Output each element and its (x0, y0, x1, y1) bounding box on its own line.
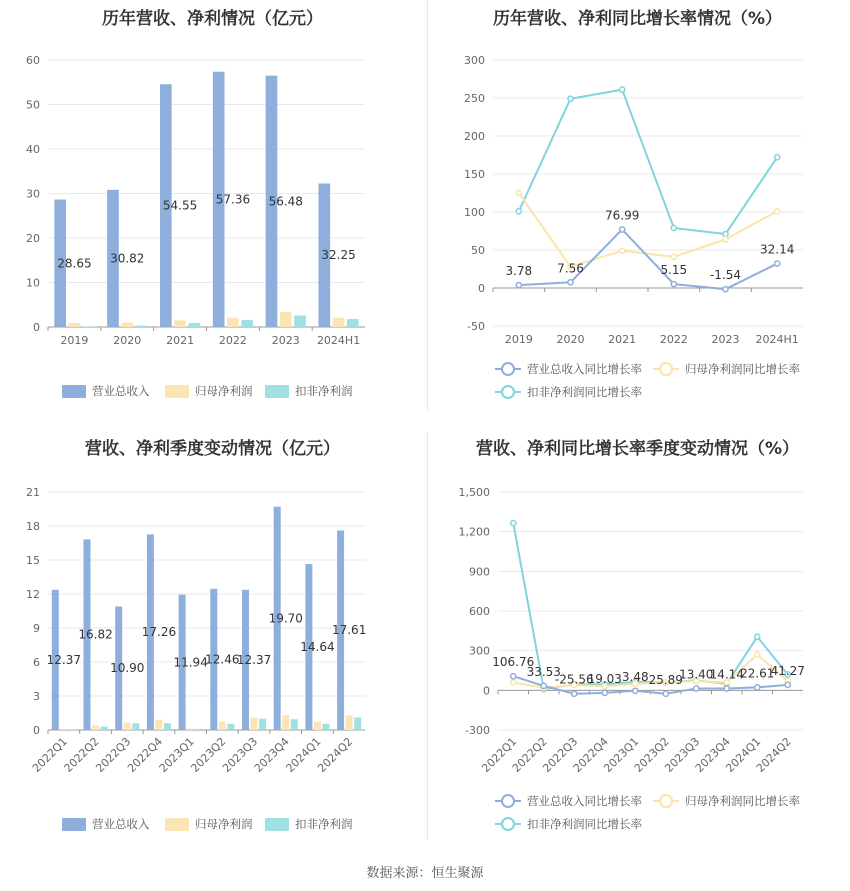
bar-deducted-profit (241, 320, 253, 327)
y-tick-label: 100 (464, 206, 485, 219)
data-point (755, 652, 760, 657)
data-point (785, 682, 790, 687)
data-point (620, 227, 625, 232)
legend-swatch (165, 385, 189, 398)
quarterly-bar-chart-svg (0, 430, 425, 860)
bar-net-profit (187, 728, 194, 730)
legend-marker (660, 363, 672, 375)
legend-label: 归母净利润同比增长率 (685, 794, 800, 808)
bar-net-profit (280, 312, 292, 327)
legend-label: 营业总收入 (92, 817, 150, 831)
x-tick-label: 2022Q3 (93, 734, 134, 775)
data-point (620, 248, 625, 253)
y-tick-label: 0 (478, 282, 485, 295)
data-point (633, 688, 638, 693)
y-tick-label: 0 (483, 684, 490, 698)
annual-bar-chart-svg (0, 0, 425, 430)
data-label: 19.70 (268, 611, 303, 626)
x-tick-label: 2023Q2 (631, 734, 672, 775)
data-label: 3.48 (621, 669, 649, 684)
x-tick-label: 2023Q1 (601, 734, 642, 775)
x-tick-label: 2019 (504, 333, 533, 346)
x-tick-label: 2022 (218, 334, 247, 347)
data-point (516, 209, 521, 214)
legend-label: 归母净利润 (195, 817, 253, 831)
data-label: 33.53 (526, 664, 561, 679)
bar-deducted-profit (354, 718, 361, 730)
data-label: 12.46 (205, 652, 240, 667)
x-tick-label: 2024Q1 (283, 734, 324, 775)
y-tick-label: 3 (33, 690, 40, 703)
data-label: 17.26 (141, 625, 177, 640)
y-tick-label: 50 (26, 98, 40, 112)
data-point (541, 683, 546, 688)
data-label: 5.15 (660, 263, 688, 278)
data-point (663, 691, 668, 696)
data-label: 41.27 (770, 663, 805, 678)
y-tick-label: 40 (26, 143, 40, 156)
legend-label: 营业总收入 (92, 384, 150, 398)
y-tick-label: 20 (26, 232, 40, 245)
chart-title: 营收、净利季度变动情况（亿元） (85, 439, 340, 459)
data-label: 32.25 (321, 248, 356, 263)
bar-net-profit (92, 725, 99, 730)
y-tick-label: 6 (33, 656, 40, 669)
data-label: 14.14 (709, 667, 744, 682)
x-tick-label: 2019 (60, 334, 89, 347)
legend-swatch (265, 385, 289, 398)
bar-net-profit (69, 323, 81, 327)
data-label: 28.65 (57, 256, 92, 271)
legend-label: 营业总收入同比增长率 (527, 794, 642, 808)
x-tick-label: 2022 (659, 333, 688, 346)
legend-marker (660, 795, 672, 807)
data-label: 57.36 (215, 192, 251, 207)
data-point (724, 686, 729, 691)
panel-divider (427, 432, 428, 840)
x-tick-label: 2023 (271, 334, 300, 347)
chart-title: 营收、净利同比增长率季度变动情况（%） (475, 439, 800, 459)
data-label: 7.56 (557, 261, 584, 276)
data-label: 54.55 (162, 198, 198, 213)
bar-deducted-profit (136, 326, 148, 327)
x-tick-label: 2023Q3 (220, 734, 261, 775)
bar-deducted-profit (291, 719, 298, 730)
data-label: 13.40 (679, 667, 714, 682)
data-point (572, 691, 577, 696)
data-label: 30.82 (110, 251, 145, 266)
bar-net-profit (251, 718, 258, 730)
chart-title: 历年营收、净利情况（亿元） (102, 9, 323, 29)
data-point (723, 237, 728, 242)
data-point (516, 283, 521, 288)
y-tick-label: 12 (26, 588, 40, 601)
data-point (602, 690, 607, 695)
bar-deducted-profit (323, 724, 330, 730)
y-tick-label: 15 (26, 554, 40, 567)
bar-deducted-profit (259, 719, 266, 730)
legend-marker (502, 818, 514, 830)
data-label: 76.99 (604, 208, 640, 223)
y-tick-label: 150 (464, 168, 485, 181)
data-point (775, 209, 780, 214)
data-label: -25.56 (554, 672, 594, 687)
data-point (511, 674, 516, 679)
bar-net-profit (60, 729, 67, 730)
y-tick-label: 21 (26, 486, 40, 499)
y-tick-label: 1,500 (458, 486, 490, 499)
y-tick-label: 600 (469, 605, 490, 618)
data-label: 16.82 (78, 627, 113, 642)
legend-marker (502, 386, 514, 398)
x-tick-label: 2021 (608, 333, 637, 346)
data-label: 22.61 (740, 666, 775, 681)
x-tick-label: 2023 (711, 333, 740, 346)
legend-swatch (165, 818, 189, 831)
y-tick-label: 200 (464, 130, 485, 143)
data-point (516, 190, 521, 195)
y-tick-label: 900 (469, 565, 490, 579)
x-tick-label: 2023Q4 (692, 734, 733, 775)
data-point (620, 87, 625, 92)
bar-deducted-profit (227, 724, 234, 730)
x-tick-label: 2021 (166, 334, 195, 347)
legend-label: 归母净利润 (195, 384, 253, 398)
data-point (511, 680, 516, 685)
bar-net-profit (174, 320, 186, 327)
x-tick-label: 2022Q4 (570, 734, 611, 775)
legend-swatch (62, 385, 86, 398)
x-tick-label: 2022Q2 (509, 734, 550, 775)
x-tick-label: 2020 (113, 334, 142, 347)
data-point (775, 155, 780, 160)
bar-net-profit (219, 722, 226, 731)
y-tick-label: 30 (26, 187, 40, 201)
y-tick-label: -50 (467, 320, 485, 333)
y-tick-label: 300 (469, 644, 490, 658)
panel-divider (427, 0, 428, 410)
bar-net-profit (227, 318, 239, 327)
data-label: 17.61 (331, 623, 367, 638)
data-point (671, 225, 676, 230)
y-tick-label: 50 (471, 244, 485, 257)
data-point (723, 231, 728, 236)
y-tick-label: 1,200 (458, 525, 490, 539)
data-point (568, 280, 573, 285)
bar-deducted-profit (294, 315, 306, 327)
data-label: 14.64 (300, 640, 335, 655)
data-point (671, 281, 676, 286)
x-tick-label: 2023Q1 (156, 734, 197, 775)
legend-label: 扣非净利润 (295, 817, 353, 831)
data-label: 32.14 (759, 242, 795, 257)
bar-net-profit (155, 720, 162, 730)
x-tick-label: 2024H1 (755, 333, 799, 346)
chart-title: 历年营收、净利同比增长率情况（%） (492, 9, 783, 29)
x-tick-label: 2022Q3 (540, 734, 581, 775)
x-tick-label: 2023Q3 (662, 734, 703, 775)
data-point (755, 634, 760, 639)
bar-deducted-profit (164, 723, 171, 730)
legend-marker (502, 795, 514, 807)
legend-label: 扣非净利润同比增长率 (527, 817, 642, 831)
data-label: 25.89 (648, 672, 683, 687)
data-point (671, 254, 676, 259)
data-label: 11.94 (173, 655, 208, 670)
x-tick-label: 2024Q2 (315, 734, 356, 775)
bar-net-profit (282, 715, 289, 730)
annual-line-chart-svg (425, 0, 850, 430)
legend-label: 扣非净利润同比增长率 (527, 385, 642, 399)
legend-label: 扣非净利润 (295, 384, 353, 398)
data-point (694, 686, 699, 691)
data-source: 数据来源：恒生聚源 (366, 866, 484, 881)
y-tick-label: 60 (26, 54, 40, 67)
y-tick-label: 18 (26, 520, 40, 533)
chart-quarterly-revenue-profit (0, 430, 425, 860)
bar-net-profit (333, 318, 345, 327)
data-point (755, 685, 760, 690)
legend-label: 归母净利润同比增长率 (685, 362, 800, 376)
legend-swatch (265, 818, 289, 831)
chart-annual-revenue-profit (0, 0, 425, 430)
x-tick-label: 2022Q1 (479, 734, 520, 775)
x-tick-label: 2024H1 (316, 334, 361, 347)
chart-quarterly-growth-rate (425, 430, 850, 860)
y-tick-label: 300 (464, 54, 485, 67)
y-tick-label: 0 (33, 724, 40, 737)
bar-deducted-profit (69, 729, 76, 730)
data-label: 12.37 (46, 652, 82, 667)
x-tick-label: 2020 (556, 333, 585, 346)
data-label: 106.76 (492, 655, 535, 670)
x-tick-label: 2024Q1 (723, 734, 764, 775)
data-label: 12.37 (236, 652, 272, 667)
data-label: 10.90 (110, 661, 145, 676)
x-tick-label: 2023Q4 (251, 734, 292, 775)
data-label: 3.78 (505, 264, 533, 279)
data-point (511, 520, 516, 525)
y-tick-label: -300 (465, 724, 490, 737)
bar-deducted-profit (347, 319, 359, 327)
bar-deducted-profit (101, 727, 108, 730)
legend-label: 营业总收入同比增长率 (527, 362, 642, 376)
x-tick-label: 2024Q2 (753, 734, 794, 775)
data-label: -1.54 (709, 268, 742, 283)
y-tick-label: 0 (33, 321, 40, 334)
bar-net-profit (314, 722, 321, 731)
x-tick-label: 2022Q1 (29, 734, 70, 775)
legend-swatch (62, 818, 86, 831)
bar-deducted-profit (132, 723, 139, 730)
legend-marker (502, 363, 514, 375)
x-tick-label: 2023Q2 (188, 734, 229, 775)
quarterly-line-chart-svg (425, 430, 850, 860)
bar-net-profit (346, 715, 353, 730)
x-tick-label: 2022Q4 (125, 734, 166, 775)
bar-deducted-profit (196, 729, 203, 730)
y-tick-label: 9 (33, 622, 40, 635)
bar-net-profit (124, 723, 131, 730)
y-tick-label: 10 (26, 276, 40, 290)
data-point (723, 287, 728, 292)
bar-net-profit (121, 323, 133, 327)
data-point (775, 261, 780, 266)
chart-annual-growth-rate (425, 0, 850, 430)
data-point (568, 96, 573, 101)
data-label: 56.48 (268, 194, 303, 209)
bar-deducted-profit (189, 323, 201, 327)
data-label: 19.03 (587, 671, 622, 686)
y-tick-label: 250 (464, 92, 485, 105)
x-tick-label: 2022Q2 (61, 734, 102, 775)
